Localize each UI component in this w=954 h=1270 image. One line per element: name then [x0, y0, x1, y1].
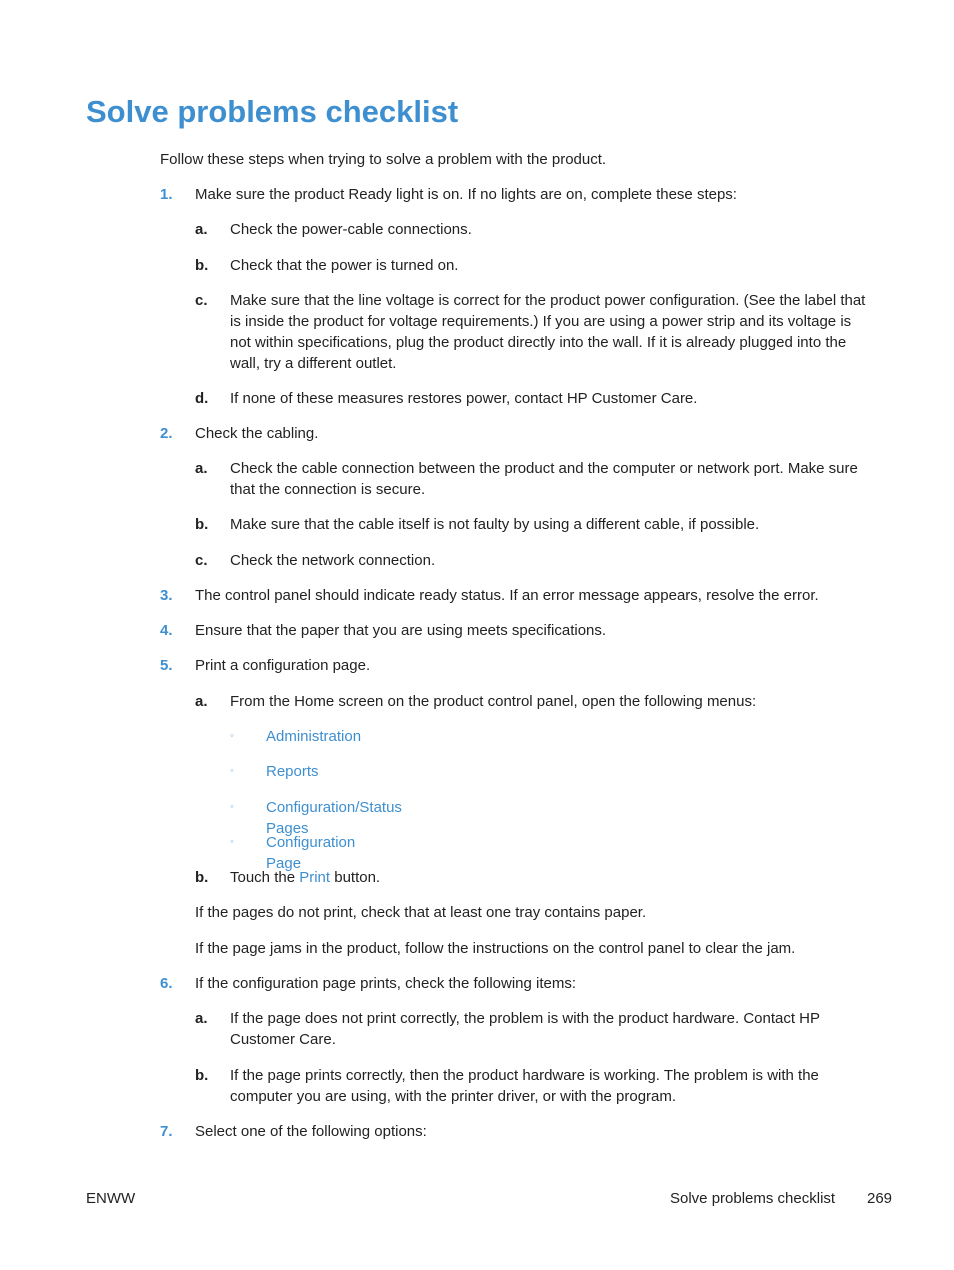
- substep-letter: b.: [195, 1067, 209, 1084]
- page-number: 269: [867, 1190, 893, 1207]
- step-number: 2.: [160, 425, 173, 442]
- step-number: 3.: [160, 587, 173, 604]
- note-no-print: If the pages do not print, check that at least one tray contains paper.: [195, 904, 647, 921]
- substep-letter: a.: [195, 221, 208, 238]
- substep-letter: c.: [195, 552, 208, 569]
- menu-name: Configuration/Status Pages: [266, 799, 402, 837]
- substep-text: If the page does not print correctly, the problem is with the product hardware. Contact HP Customer Care.: [230, 1010, 820, 1048]
- substep-text: Check the power-cable connections.: [230, 221, 472, 238]
- substep-letter: b.: [195, 516, 209, 533]
- substep-text: If none of these measures restores power, contact HP Customer Care.: [230, 390, 698, 407]
- substep-text: Make sure that the line voltage is correct for the product power configuration. (See the label that is inside the product for voltage requirements.) If you are using a power strip and its voltage is not within specifications, plug the product directly into the wall. If it is already plugged into the wall, try a different outlet.: [230, 292, 866, 372]
- substep-letter: c.: [195, 292, 208, 309]
- intro-text: Follow these steps when trying to solve a problem with the product.: [160, 151, 607, 168]
- substep-letter: b.: [195, 257, 209, 274]
- bullet-icon: ◦: [230, 730, 234, 742]
- step-text: Make sure the product Ready light is on. If no lights are on, complete these steps:: [195, 186, 737, 203]
- text-after: button.: [330, 869, 381, 886]
- substep-text: If the page prints correctly, then the product hardware is working. The problem is with the computer you are using, with the printer driver, or with the program.: [230, 1067, 819, 1105]
- substep-text: Check the cable connection between the product and the computer or network port. Make sure that the connection is secure.: [230, 460, 858, 498]
- substep-letter: a.: [195, 693, 208, 710]
- note-paper-jam: If the page jams in the product, follow the instructions on the control panel to clear the jam.: [195, 940, 796, 957]
- step-number: 7.: [160, 1123, 173, 1140]
- footer-left: ENWW: [86, 1190, 136, 1207]
- step-text: Print a configuration page.: [195, 657, 371, 674]
- menu-name: Administration: [266, 728, 362, 745]
- step-text: Ensure that the paper that you are using meets specifications.: [195, 622, 607, 639]
- page-title: Solve problems checklist: [86, 94, 459, 129]
- step-text: The control panel should indicate ready status. If an error message appears, resolve the error.: [195, 587, 819, 604]
- menu-name: Reports: [266, 763, 319, 780]
- bullet-icon: ◦: [230, 765, 234, 777]
- substep-letter: b.: [195, 869, 209, 886]
- substep-text: From the Home screen on the product control panel, open the following menus:: [230, 693, 757, 710]
- step-number: 5.: [160, 657, 173, 674]
- menu-name: Configuration Page: [266, 834, 356, 872]
- step-number: 4.: [160, 622, 173, 639]
- step-text: Select one of the following options:: [195, 1123, 427, 1140]
- bullet-icon: ◦: [230, 836, 234, 848]
- footer-section: Solve problems checklist: [670, 1190, 836, 1207]
- bullet-icon: ◦: [230, 801, 234, 813]
- step-number: 6.: [160, 975, 173, 992]
- substep-text: Check that the power is turned on.: [230, 257, 459, 274]
- text-before: Touch the: [230, 869, 300, 886]
- substep-letter: d.: [195, 390, 209, 407]
- substep-text: Check the network connection.: [230, 552, 436, 569]
- step-text: Check the cabling.: [195, 425, 319, 442]
- step-text: If the configuration page prints, check the following items:: [195, 975, 577, 992]
- step-number: 1.: [160, 186, 173, 203]
- substep-text: Make sure that the cable itself is not faulty by using a different cable, if possible.: [230, 516, 760, 533]
- substep-letter: a.: [195, 1010, 208, 1027]
- substep-text: [230, 867, 875, 888]
- substep-letter: a.: [195, 460, 208, 477]
- print-button-name: Print: [299, 869, 331, 886]
